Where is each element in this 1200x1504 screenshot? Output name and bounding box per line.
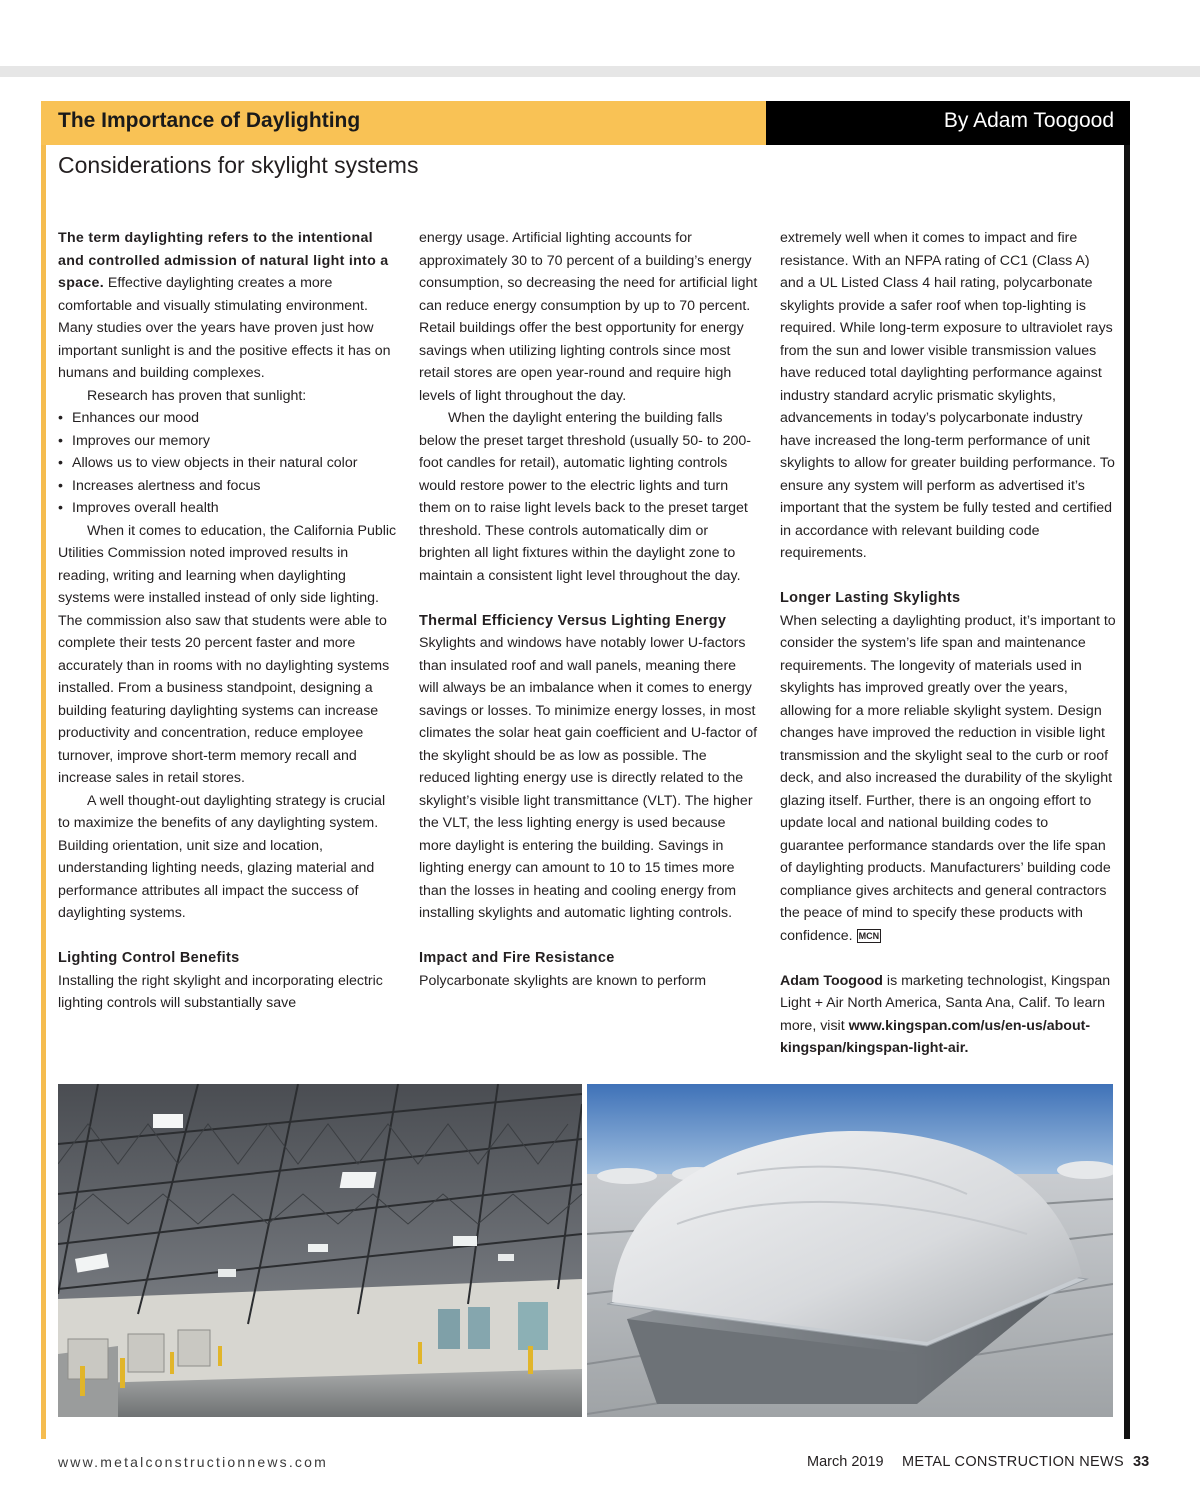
photo-warehouse-interior: [58, 1084, 582, 1417]
list-item: • Enhances our mood: [58, 407, 398, 430]
article-subtitle: Considerations for skylight systems: [58, 152, 419, 178]
photo-skylight-dome: [587, 1084, 1113, 1417]
column-3: [780, 227, 1116, 1060]
bio-name: Adam Toogood: [780, 972, 883, 989]
section-heading: Lighting Control Benefits: [58, 950, 240, 966]
paragraph: Research has proven that sunlight:: [87, 387, 307, 404]
article-author: By Adam Toogood: [943, 109, 1114, 132]
paragraph: Skylights and windows have notably lower U-factors than insulated roof and wall panels, meaning there will always be an imbalance when it comes to energy savings or losses. To minimize energy losses, in most climates the solar heat gain coefficient and U-factor of the skylight should be as low as possible. The reduced lighting energy use is directly related to the skylight’s visible light transmittance (VLT). The higher the VLT, the less lighting energy is used because more daylight is entering the building. Savings in lighting energy can amount to 10 to 15 times more than the losses in heating and cooling energy from installing skylights and automatic lighting controls.: [419, 635, 758, 921]
paragraph: When the daylight entering the building falls below the preset target threshold (usually 50- to 200-foot candles for retail), automatic lighting controls would restore power to the electric lights and turn them on to raise light levels back to the preset target threshold. These controls automatically dim or brighten all light fixtures within the daylight zone to maintain a consistent light level throughout the day.: [419, 410, 752, 584]
list-item: • Allows us to view objects in their natural color: [58, 452, 398, 475]
top-gray-bar: [0, 66, 1200, 77]
column-1: [58, 227, 398, 1015]
page-number: 33: [1133, 1454, 1150, 1470]
footer-website[interactable]: www.metalconstructionnews.com: [58, 1454, 328, 1470]
paragraph: Polycarbonate skylights are known to perform: [419, 972, 707, 989]
lead-bold: The term daylighting refers to the intentional and controlled admission of natural light into a space.: [58, 230, 389, 291]
lead-paragraph: [58, 227, 398, 385]
skylight-illustration: [587, 1084, 1113, 1417]
section-heading: Impact and Fire Resistance: [419, 950, 615, 966]
bio-link[interactable]: www.kingspan.com/us/en-us/about-kingspan/kingspan-light-air.: [780, 1017, 1091, 1056]
end-mark: MCN: [858, 930, 880, 941]
paragraph: A well thought-out daylighting strategy is crucial to maximize the benefits of any daylighting system. Building orientation, unit size and location, understanding lighting needs, glazing material and performance attributes all impact the success of daylighting systems.: [58, 792, 386, 921]
benefits-list: [58, 407, 398, 520]
list-item: • Improves our memory: [58, 430, 398, 453]
section-heading: Thermal Efficiency Versus Lighting Energy: [419, 612, 727, 629]
paragraph-text: When selecting a daylighting product, it’s important to consider the system’s life span and maintenance requirements. The longevity of materials used in skylights has improved greatly over the years, allowing for a more reliable skylight system. Design changes have improved the reduction in visible light transmission and the skylight seal to the curb or roof deck, and also increased the durability of the skylight glazing itself. Further, there is an ongoing effort to update local and national building codes to guarantee performance standards over the life span of daylighting products. Manufacturers’ building code compliance gives architects and general contractors the peace of mind to specify these products with confidence.: [780, 612, 1116, 944]
left-accent-rule: [41, 101, 46, 1439]
author-bio: [780, 970, 1116, 1060]
paragraph: When it comes to education, the California Public Utilities Commission noted improved results in reading, writing and learning when daylighting systems were installed instead of only side lighting. The commission also saw that students were able to complete their tests 20 percent faster and more accurately than in rooms with no daylighting systems installed. From a business standpoint, designing a building featuring daylighting systems can increase productivity and concentration, reduce employee turnover, improve short-term memory recall and increase sales in retail stores.: [58, 522, 397, 786]
bio-text: is marketing technologist, Kingspan Light + Air North America, Santa Ana, Calif. To learn more, visit: [780, 972, 1111, 1034]
paragraph: [780, 610, 1116, 948]
section-heading: Longer Lasting Skylights: [780, 590, 961, 606]
list-item: • Increases alertness and focus: [58, 475, 398, 498]
paragraph: extremely well when it comes to impact and fire resistance. With an NFPA rating of CC1 (Class A) and a UL Listed Class 4 hail rating, polycarbonate skylights provide a safer roof when top-lighting is required. While long-term exposure to ultraviolet rays from the sun and lower visible transmission values have reduced total daylighting performance against industry standard acrylic prismatic skylights, advancements in today’s polycarbonate industry have increased the long-term performance of unit skylights to allow for greater building performance. To ensure any system will perform as advertised it’s important that the system be fully tested and certified in accordance with relevant building code requirements.: [780, 230, 1115, 561]
warehouse-illustration: [58, 1084, 582, 1417]
list-item: • Improves overall health: [58, 497, 398, 520]
lead-rest: Effective daylighting creates a more comfortable and visually stimulating environment. Many studies over the years have proven just how important sunlight is and the positive effects it has on humans and building complexes.: [58, 275, 391, 381]
paragraph: energy usage. Artificial lighting accounts for approximately 30 to 70 percent of a building’s energy consumption, so decreasing the need for artificial light can reduce energy consumption by up to 70 percent. Retail buildings offer the best opportunity for energy savings when utilizing lighting controls since most retail stores are open year-round and require high levels of light throughout the day.: [419, 230, 758, 404]
right-black-rule: [1124, 101, 1130, 1439]
column-2: [419, 227, 759, 992]
footer-issue-date: March 2019: [807, 1454, 884, 1470]
article-title: The Importance of Daylighting: [58, 109, 361, 132]
footer-publication: METAL CONSTRUCTION NEWS: [902, 1454, 1124, 1470]
paragraph: Installing the right skylight and incorporating electric lighting controls will substantially save: [58, 972, 383, 1011]
